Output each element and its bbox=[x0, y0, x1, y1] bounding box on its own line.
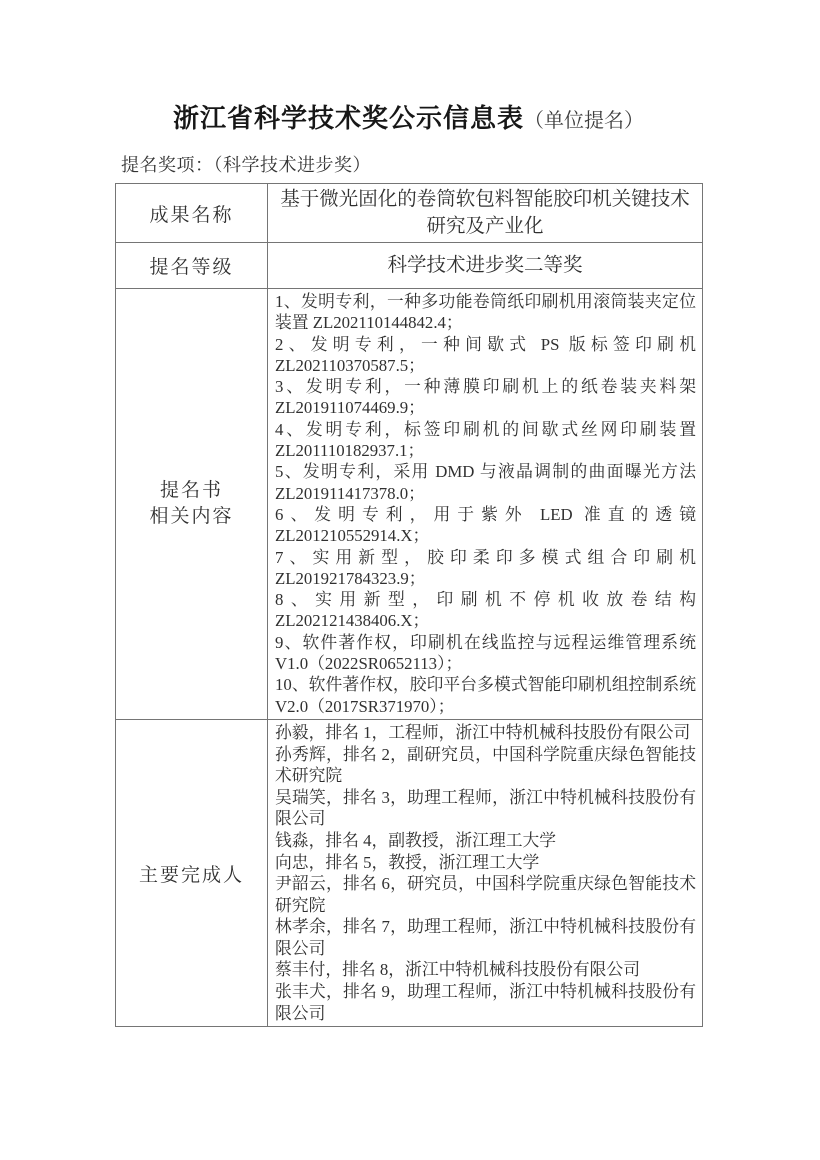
page-title-main: 浙江省科学技术奖公示信息表 bbox=[172, 104, 524, 133]
patent-item: 2、发明专利，一种间歇式 PS 版标签印刷机 ZL202110370587.5； bbox=[275, 334, 696, 375]
completer-item: 钱淼，排名 4，副教授，浙江理工大学 bbox=[275, 830, 557, 850]
table-row-achievement-name bbox=[116, 184, 703, 243]
patent-item: 9、软件著作权，印刷机在线监控与远程运维管理系统 V1.0（2022SR0652113）； bbox=[275, 632, 696, 674]
nomination-content-list bbox=[268, 289, 703, 720]
patent-item: 5、发明专利，采用 DMD 与液晶调制的曲面曝光方法 ZL201911417378.0； bbox=[275, 462, 696, 503]
patent-item: 8、实用新型，印刷机不停机收放卷结构 ZL202121438406.X； bbox=[275, 590, 696, 631]
patent-item: 6、发明专利，用于紫外 LED 准直的透镜 ZL201210552914.X； bbox=[275, 504, 696, 546]
patent-item: 4、发明专利，标签印刷机的间歇式丝网印刷装置 ZL201110182937.1； bbox=[275, 419, 696, 461]
table-row-main-completers bbox=[116, 719, 703, 1026]
completer-item: 孙秀辉，排名 2，副研究员，中国科学院重庆绿色智能技术研究院 bbox=[275, 744, 696, 786]
nomination-grade-value: 科学技术进步奖二等奖 bbox=[268, 243, 703, 289]
main-completers-list bbox=[268, 719, 703, 1026]
achievement-name-value: 基于微光固化的卷筒软包料智能胶印机关键技术研究及产业化 bbox=[268, 184, 703, 243]
info-table bbox=[115, 183, 703, 1027]
table-row-nomination-content bbox=[116, 289, 703, 720]
completer-item: 林孝余，排名 7，助理工程师，浙江中特机械科技股份有限公司 bbox=[275, 917, 696, 958]
main-completers-label: 主要完成人 bbox=[116, 719, 268, 1026]
achievement-name-label: 成果名称 bbox=[116, 184, 268, 243]
award-category-line: 提名奖项：（科学技术进步奖） bbox=[121, 155, 371, 175]
nomination-grade-label: 提名等级 bbox=[116, 243, 268, 289]
completer-item: 尹韶云，排名 6，研究员，中国科学院重庆绿色智能技术研究院 bbox=[275, 874, 696, 915]
patent-item: 1、发明专利，一种多功能卷筒纸印刷机用滚筒装夹定位装置 ZL202110144842.4； bbox=[275, 292, 696, 333]
completer-item: 吴瑞笑，排名 3，助理工程师，浙江中特机械科技股份有限公司 bbox=[275, 787, 696, 829]
completer-item: 蔡丰付，排名 8，浙江中特机械科技股份有限公司 bbox=[275, 960, 640, 980]
patent-item: 7、实用新型，胶印柔印多模式组合印刷机 ZL201921784323.9； bbox=[275, 547, 696, 588]
completer-item: 张丰犬，排名 9，助理工程师，浙江中特机械科技股份有限公司 bbox=[275, 982, 696, 1023]
nomination-content-label-line1: 提名书 bbox=[159, 479, 223, 501]
table-row-nomination-grade bbox=[116, 243, 703, 289]
patent-item: 10、软件著作权，胶印平台多模式智能印刷机组控制系统 V2.0（2017SR371970）； bbox=[275, 675, 696, 716]
nomination-content-label-line2: 相关内容 bbox=[149, 505, 234, 527]
nomination-content-label bbox=[116, 289, 268, 720]
page-title-suffix: （单位提名） bbox=[524, 110, 644, 132]
completer-item: 向忠，排名 5，教授，浙江理工大学 bbox=[275, 852, 540, 872]
patent-item: 3、发明专利，一种薄膜印刷机上的纸卷装夹料架 ZL201911074469.9； bbox=[275, 377, 696, 418]
page-title bbox=[115, 98, 702, 139]
completer-item: 孙毅，排名 1，工程师，浙江中特机械科技股份有限公司 bbox=[275, 722, 691, 742]
